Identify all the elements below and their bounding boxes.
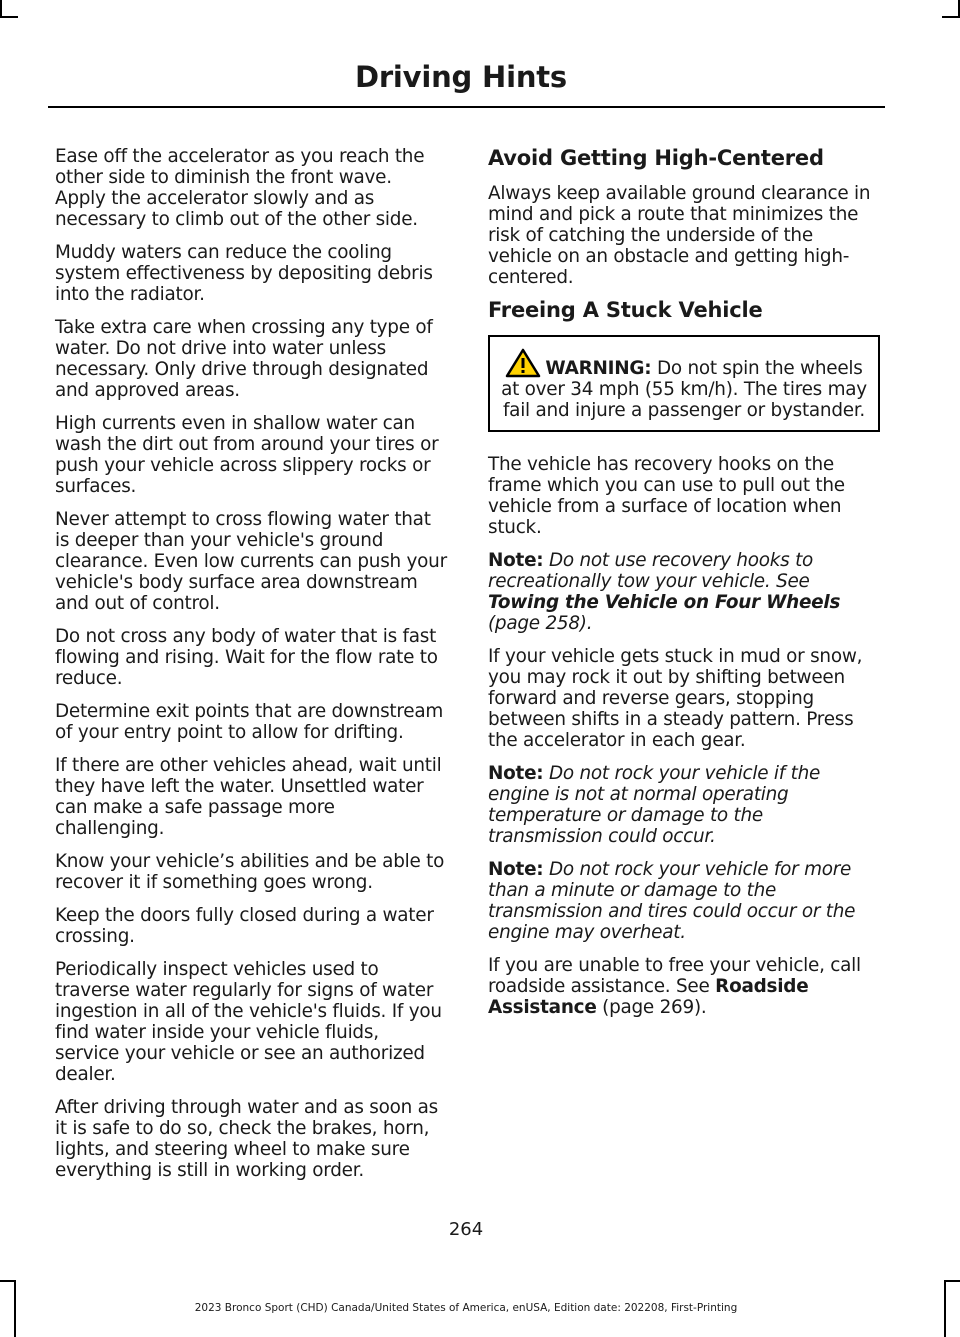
paragraph: High currents even in shallow water can wash the dirt out from around your tires or push your vehicle across slippery rocks or surfaces. — [55, 413, 439, 497]
paragraph: Periodically inspect vehicles used to traverse water regularly for signs of water ingestion in all of the vehicle's fluids. If you find water inside your vehicle fluids, service your vehicle or see an authorized dealer. — [55, 959, 442, 1085]
paragraph: After driving through water and as soon as it is safe to do so, check the brakes, horn, lights, and steering wheel to make sure everything is still in working order. — [55, 1097, 438, 1181]
cross-reference-link[interactable]: Roadside Assistance — [488, 976, 809, 1018]
paragraph: Ease off the accelerator as you reach the other side to diminish the front wave. Apply the accelerator slowly and as necessary to climb out of the other side. — [55, 146, 425, 230]
footer-edition-info: 2023 Bronco Sport (CHD) Canada/United States of America, enUSA, Edition date: 202208, First-Printing — [194, 1302, 738, 1314]
left-column — [55, 146, 448, 1193]
paragraph: Do not cross any body of water that is fast flowing and rising. Wait for the flow rate to reduce. — [55, 626, 438, 689]
note — [488, 859, 880, 943]
page-reference: (page 258). — [488, 613, 593, 634]
crop-mark-bottom-left-h — [0, 1280, 16, 1282]
page-reference: (page 269). — [596, 997, 707, 1018]
note-text: Do not rock your vehicle if the engine is not at normal operating temperature or damage to the transmission could occur. — [488, 763, 821, 847]
right-column — [488, 146, 880, 1030]
paragraph: Know your vehicle’s abilities and be able to recover it if something goes wrong. — [55, 851, 445, 893]
section-heading-high-centered: Avoid Getting High-Centered — [488, 146, 824, 170]
paragraph: Take extra care when crossing any type of water. Do not drive into water unless necessary. Only drive through designated and approved areas. — [55, 317, 433, 401]
note-text: Do not rock your vehicle for more than a minute or damage to the transmission and tires could occur or the engine may overheat. — [488, 859, 856, 943]
note-label: Note: — [488, 763, 544, 784]
crop-mark-top-right-h — [942, 16, 960, 18]
paragraph: If there are other vehicles ahead, wait until they have left the water. Unsettled water can make a safe passage more challenging. — [55, 755, 442, 839]
note-label: Note: — [488, 550, 544, 571]
page-number: 264 — [448, 1219, 484, 1240]
page-title: Driving Hints — [354, 60, 567, 94]
paragraph: Always keep available ground clearance in mind and pick a route that minimizes the risk of catching the underside of the vehicle on an obstacle and getting high-centered. — [488, 183, 871, 288]
crop-mark-bottom-right-h — [944, 1280, 960, 1282]
warning-triangle-icon — [505, 348, 541, 378]
note-text: Do not use recovery hooks to recreationally tow your vehicle. See — [488, 550, 814, 592]
paragraph: If your vehicle gets stuck in mud or snow, you may rock it out by shifting between forward and reverse gears, stopping between shifts in a steady pattern. Press the accelerator in each gear. — [488, 646, 863, 751]
note — [488, 763, 880, 847]
cross-reference-link[interactable]: Towing the Vehicle on Four Wheels — [488, 592, 841, 613]
warning-label: WARNING: — [545, 358, 652, 379]
paragraph: Keep the doors fully closed during a water crossing. — [55, 905, 434, 947]
paragraph: Muddy waters can reduce the cooling system effectiveness by depositing debris into the radiator. — [55, 242, 433, 305]
crop-mark-bottom-right — [944, 1280, 946, 1337]
crop-mark-top-left-h — [0, 16, 18, 18]
paragraph — [488, 955, 880, 1018]
paragraph-text: If you are unable to free your vehicle, call roadside assistance. See — [488, 955, 861, 997]
warning-box — [488, 335, 880, 432]
header-divider — [48, 106, 885, 108]
paragraph: Determine exit points that are downstream of your entry point to allow for drifting. — [55, 701, 444, 743]
warning-text: Do not spin the wheels at over 34 mph (55 km/h). The tires may fail and injure a passenger or bystander. — [501, 358, 867, 421]
paragraph: The vehicle has recovery hooks on the frame which you can use to pull out the vehicle from a surface of location when stuck. — [488, 454, 845, 538]
note — [488, 550, 880, 634]
paragraph: Never attempt to cross flowing water that is deeper than your vehicle's ground clearance. Even low currents can push your vehicle's body surface area downstream and out of control. — [55, 509, 447, 614]
note-label: Note: — [488, 859, 544, 880]
section-heading-stuck-vehicle: Freeing A Stuck Vehicle — [488, 298, 763, 322]
